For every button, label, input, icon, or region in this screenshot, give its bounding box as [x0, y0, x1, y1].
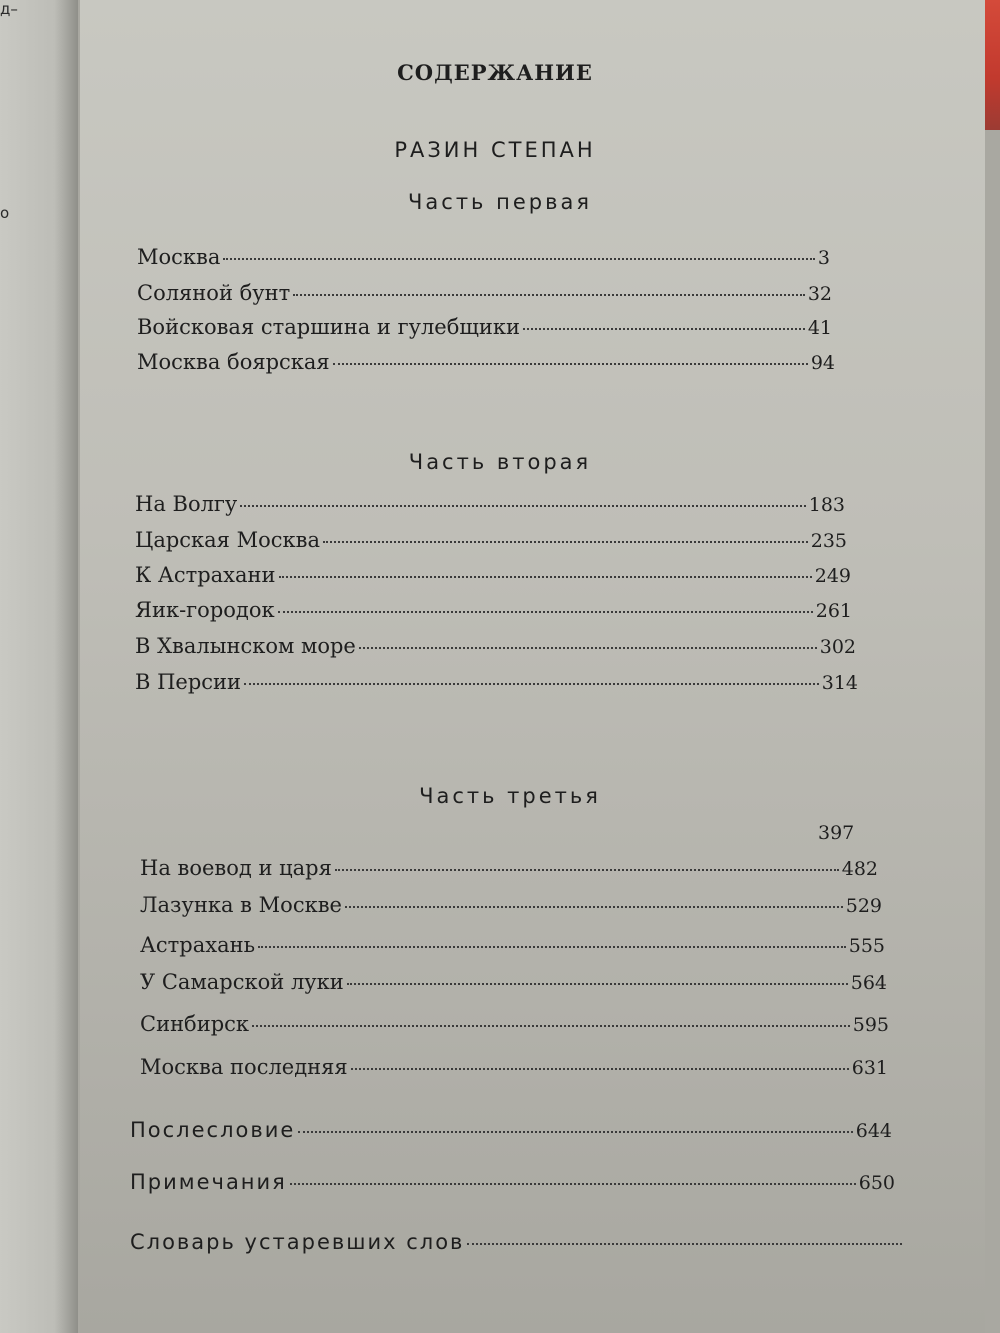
- toc-entry[interactable]: [137, 350, 835, 374]
- part-three-first-page: 397: [818, 822, 855, 844]
- dot-leader: [351, 1068, 849, 1070]
- toc-entry-page: 183: [808, 494, 845, 516]
- left-page-fragment: д–: [0, 0, 18, 18]
- toc-entry[interactable]: [135, 492, 845, 516]
- toc-entry-page: 32: [807, 283, 832, 305]
- toc-entry-glossary[interactable]: [130, 1230, 905, 1254]
- dot-leader: [252, 1025, 850, 1027]
- toc-entry[interactable]: [135, 598, 852, 622]
- toc-entry[interactable]: [135, 528, 847, 552]
- contents-page: [80, 0, 985, 1333]
- toc-entry[interactable]: [137, 315, 832, 339]
- dot-leader: [345, 906, 843, 908]
- toc-entry-title: В Хвалынском море: [135, 634, 356, 658]
- toc-entry-notes[interactable]: [130, 1170, 895, 1194]
- toc-entry-title: Словарь устаревших слов: [130, 1230, 465, 1254]
- toc-entry-title: В Персии: [135, 670, 242, 694]
- toc-entry-title: На Волгу: [135, 492, 238, 516]
- toc-entry-page: 555: [848, 935, 885, 957]
- dot-leader: [258, 946, 846, 948]
- toc-entry-page: 595: [852, 1014, 889, 1036]
- page-heading: СОДЕРЖАНИЕ: [397, 60, 593, 85]
- dot-leader: [347, 983, 848, 985]
- dot-leader: [333, 363, 808, 365]
- toc-entry-title: Синбирск: [140, 1012, 250, 1036]
- dot-leader: [467, 1243, 902, 1245]
- toc-entry[interactable]: [135, 670, 858, 694]
- toc-entry-page: 529: [845, 895, 882, 917]
- toc-entry-title: Москва последняя: [140, 1055, 348, 1079]
- toc-entry-title: Яик-городок: [135, 598, 275, 622]
- toc-entry-page: 3: [817, 247, 830, 269]
- toc-entry-page: 631: [851, 1057, 888, 1079]
- dot-leader: [523, 328, 805, 330]
- toc-entry[interactable]: [140, 893, 882, 917]
- toc-entry-title: Царская Москва: [135, 528, 320, 552]
- toc-entry[interactable]: [140, 856, 878, 880]
- toc-entry-page: 41: [807, 317, 832, 339]
- toc-entry-page: 94: [810, 352, 835, 374]
- toc-entry-page: 261: [815, 600, 852, 622]
- toc-entry-title: Послесловие: [130, 1118, 296, 1142]
- part-two-title: Часть вторая: [408, 450, 592, 474]
- toc-entry-page: 302: [819, 636, 856, 658]
- dot-leader: [323, 541, 808, 543]
- dot-leader: [293, 294, 805, 296]
- toc-entry-page: 314: [821, 672, 858, 694]
- toc-entry[interactable]: [135, 563, 851, 587]
- toc-entry-title: У Самарской луки: [140, 970, 344, 994]
- toc-entry[interactable]: [140, 1012, 889, 1036]
- toc-entry-title: На воевод и царя: [140, 856, 332, 880]
- toc-entry-page: 650: [858, 1172, 895, 1194]
- toc-entry-page: 482: [841, 858, 878, 880]
- toc-entry-title: Москва: [137, 245, 221, 269]
- toc-entry-page: 235: [810, 530, 847, 552]
- left-page-edge: [0, 0, 78, 1333]
- dot-leader: [278, 611, 813, 613]
- toc-entry[interactable]: [140, 1055, 888, 1079]
- toc-entry-title: Астрахань: [140, 933, 256, 957]
- toc-entry-page: 644: [855, 1120, 892, 1142]
- dot-leader: [279, 576, 812, 578]
- toc-entry-title: Войсковая старшина и гулебщики: [137, 315, 521, 339]
- toc-entry[interactable]: [137, 281, 832, 305]
- dot-leader: [290, 1183, 856, 1185]
- toc-entry[interactable]: [137, 245, 830, 269]
- part-three-title: Часть третья: [419, 784, 601, 808]
- dot-leader: [223, 258, 815, 260]
- book-title: РАЗИН СТЕПАН: [394, 138, 596, 162]
- toc-entry[interactable]: [135, 634, 856, 658]
- toc-entry-page: 249: [814, 565, 851, 587]
- toc-entry-title: Соляной бунт: [137, 281, 291, 305]
- toc-entry-page: 564: [850, 972, 887, 994]
- toc-entry-title: К Астрахани: [135, 563, 276, 587]
- dot-leader: [335, 869, 839, 871]
- toc-entry-afterword[interactable]: [130, 1118, 892, 1142]
- toc-entry-title: Москва боярская: [137, 350, 330, 374]
- dot-leader: [298, 1131, 852, 1133]
- toc-entry[interactable]: [140, 933, 885, 957]
- part-one-title: Часть первая: [408, 190, 592, 214]
- dot-leader: [244, 683, 819, 685]
- dot-leader: [240, 505, 805, 507]
- toc-entry-title: Лазунка в Москве: [140, 893, 342, 917]
- toc-entry-title: Примечания: [130, 1170, 287, 1194]
- left-page-fragment: о: [0, 204, 10, 222]
- dot-leader: [359, 647, 817, 649]
- toc-entry[interactable]: [140, 970, 887, 994]
